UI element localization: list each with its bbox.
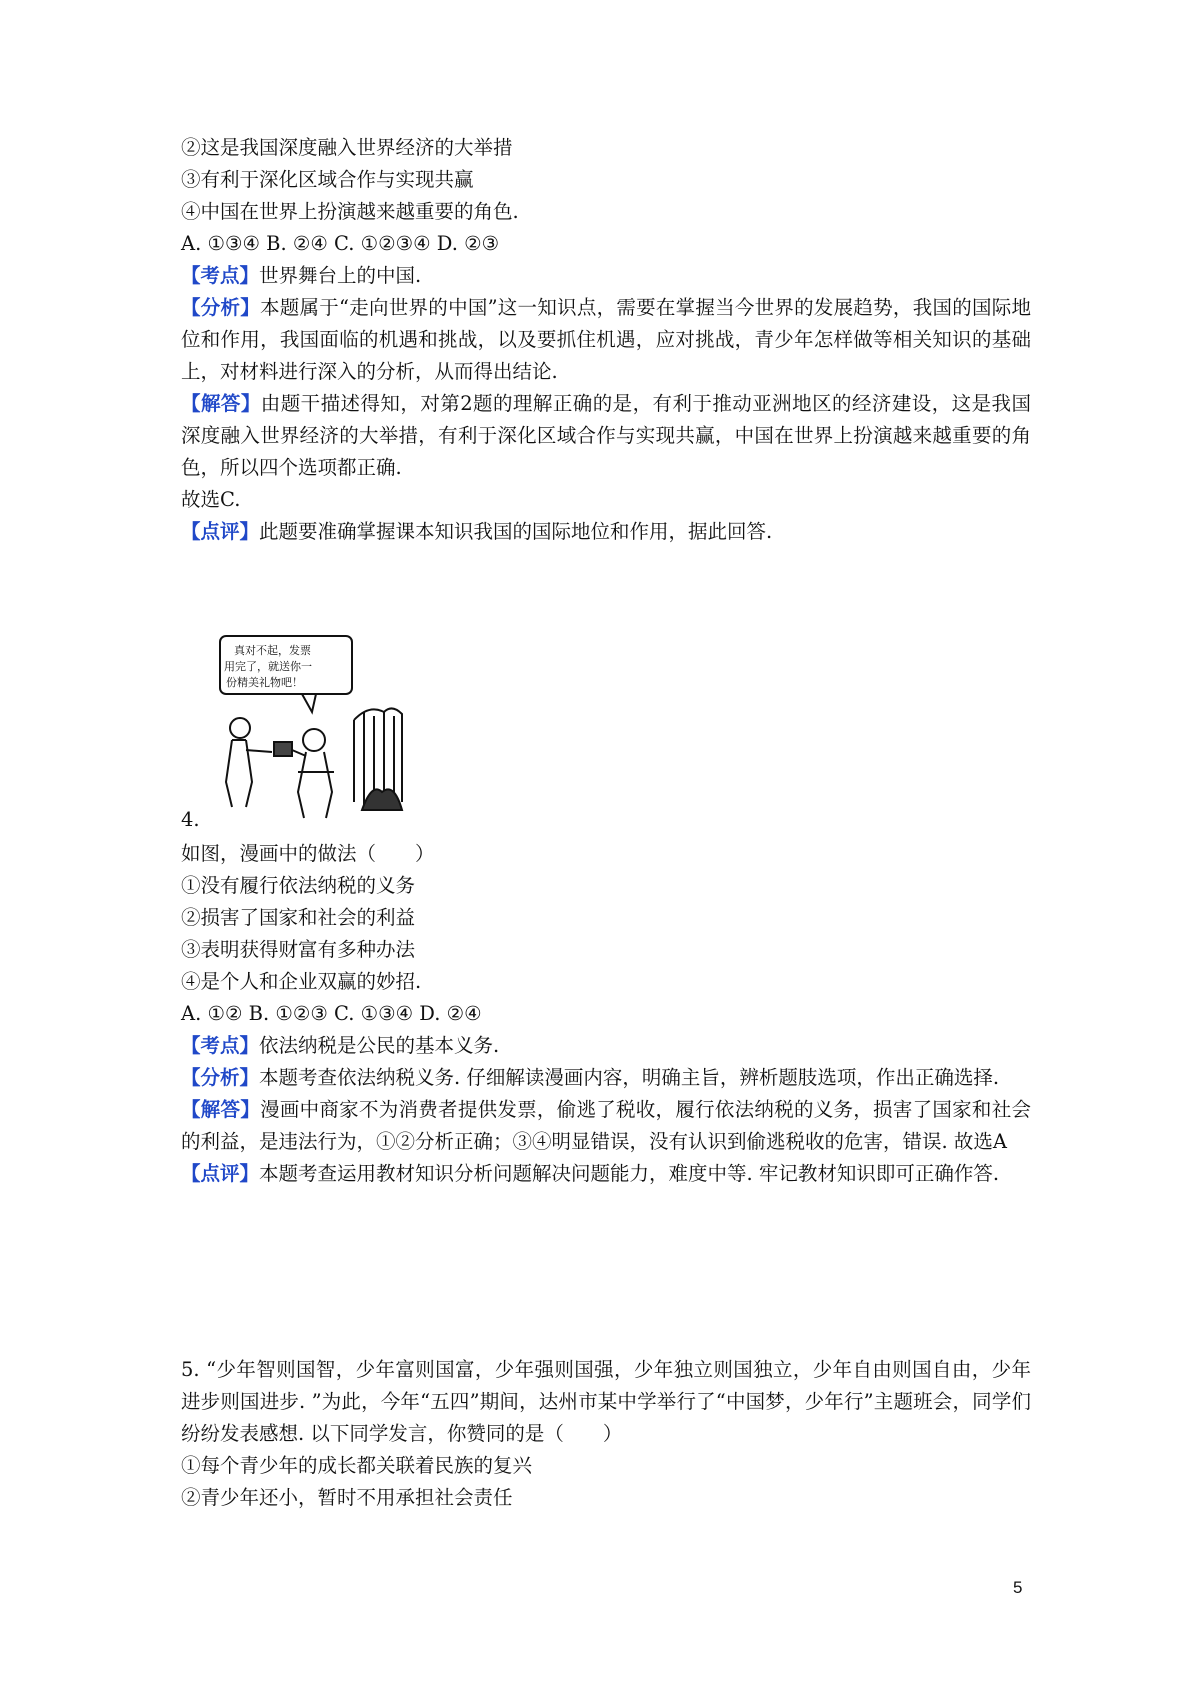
fenxi-tag: 【分析】 xyxy=(181,1066,260,1089)
kaodian-section xyxy=(181,1030,1031,1062)
svg-text:用完了，就送你一: 用完了，就送你一 xyxy=(224,660,312,673)
option-line-2: ②这是我国深度融入世界经济的大举措 xyxy=(181,136,513,159)
fenxi-section xyxy=(181,292,1031,388)
question-4 xyxy=(181,804,1031,1190)
dianping-tag: 【点评】 xyxy=(181,1162,260,1185)
fenxi-tag: 【分析】 xyxy=(181,296,261,319)
answer-line: 故选C. xyxy=(181,488,241,511)
question-3-options xyxy=(181,132,1031,260)
option-line-4: ④中国在世界上扮演越来越重要的角色. xyxy=(181,200,519,223)
page-number: 5 xyxy=(1013,1578,1023,1597)
tax-cartoon-image xyxy=(212,632,462,824)
kaodian-tag: 【考点】 xyxy=(181,264,260,287)
fenxi-text: 本题属于“走向世界的中国”这一知识点，需要在掌握当今世界的发展趋势，我国的国际地位和作用，我国面临的机遇和挑战，以及要抓住机遇，应对挑战，青少年怎样做等相关知识的基础上，对材料进行深入的分析，从而得出结论. xyxy=(181,296,1031,383)
jieda-tag: 【解答】 xyxy=(181,1098,261,1121)
question-stem: 如图，漫画中的做法（ ） xyxy=(181,842,435,865)
speech-bubble-tail xyxy=(302,694,316,712)
question-number: 4. xyxy=(181,808,200,831)
dianping-section xyxy=(181,516,1031,548)
question-3-explanation xyxy=(181,260,1031,548)
option-line-1: ①没有履行依法纳税的义务 xyxy=(181,874,416,897)
jieda-tag: 【解答】 xyxy=(181,392,261,415)
jieda-section xyxy=(181,1094,1031,1158)
option-line-3: ③表明获得财富有多种办法 xyxy=(181,938,416,961)
svg-text:份精美礼物吧！: 份精美礼物吧！ xyxy=(226,676,303,689)
kaodian-text: 依法纳税是公民的基本义务. xyxy=(259,1034,500,1057)
option-line-3: ③有利于深化区域合作与实现共赢 xyxy=(181,168,474,191)
option-line-2: ②青少年还小，暂时不用承担社会责任 xyxy=(181,1486,513,1509)
jieda-section xyxy=(181,388,1031,484)
svg-text:真对不起，发票: 真对不起，发票 xyxy=(234,644,311,657)
answer-choices: A. ①③④ B. ②④ C. ①②③④ D. ②③ xyxy=(181,232,500,255)
dianping-section xyxy=(181,1158,1031,1190)
merchant-head xyxy=(303,729,325,751)
jieda-text: 漫画中商家不为消费者提供发票，偷逃了税收，履行依法纳税的义务，损害了国家和社会的利益，是违法行为，①②分析正确；③④明显错误，没有认识到偷逃税收的危害，错误. 故选A xyxy=(181,1098,1031,1153)
fenxi-section xyxy=(181,1062,1031,1094)
cartoon-illustration xyxy=(212,632,462,824)
dianping-text: 本题考查运用教材知识分析问题解决问题能力，难度中等. 牢记教材知识即可正确作答. xyxy=(259,1162,1000,1185)
kaodian-text: 世界舞台上的中国. xyxy=(259,264,422,287)
option-line-1: ①每个青少年的成长都关联着民族的复兴 xyxy=(181,1454,533,1477)
option-line-2: ②损害了国家和社会的利益 xyxy=(181,906,416,929)
gift-box xyxy=(274,742,292,756)
option-line-4: ④是个人和企业双赢的妙招. xyxy=(181,970,422,993)
kaodian-section xyxy=(181,260,1031,292)
jieda-text: 由题干描述得知，对第2题的理解正确的是，有利于推动亚洲地区的经济建设，这是我国深度融入世界经济的大举措，有利于深化区域合作与实现共赢，中国在世界上扮演越来越重要的角色，所以四个选项都正确. xyxy=(181,392,1031,479)
dianping-tag: 【点评】 xyxy=(181,520,260,543)
kaodian-tag: 【考点】 xyxy=(181,1034,260,1057)
answer-choices: A. ①② B. ①②③ C. ①③④ D. ②④ xyxy=(181,1002,482,1025)
customer-head xyxy=(230,718,250,738)
question-5 xyxy=(181,1354,1031,1514)
question-stem: 5. “少年智则国智，少年富则国富，少年强则国强，少年独立则国独立，少年自由则国自由，少年进步则国进步. ”为此，今年“五四”期间，达州市某中学举行了“中国梦，少年行”主题班会，同学们纷纷发表感想. 以下同学发言，你赞同的是（ ） xyxy=(181,1358,1031,1445)
fenxi-text: 本题考查依法纳税义务. 仔细解读漫画内容，明确主旨，辨析题肢选项，作出正确选择. xyxy=(259,1066,1000,1089)
dianping-text: 此题要准确掌握课本知识我国的国际地位和作用，据此回答. xyxy=(259,520,773,543)
